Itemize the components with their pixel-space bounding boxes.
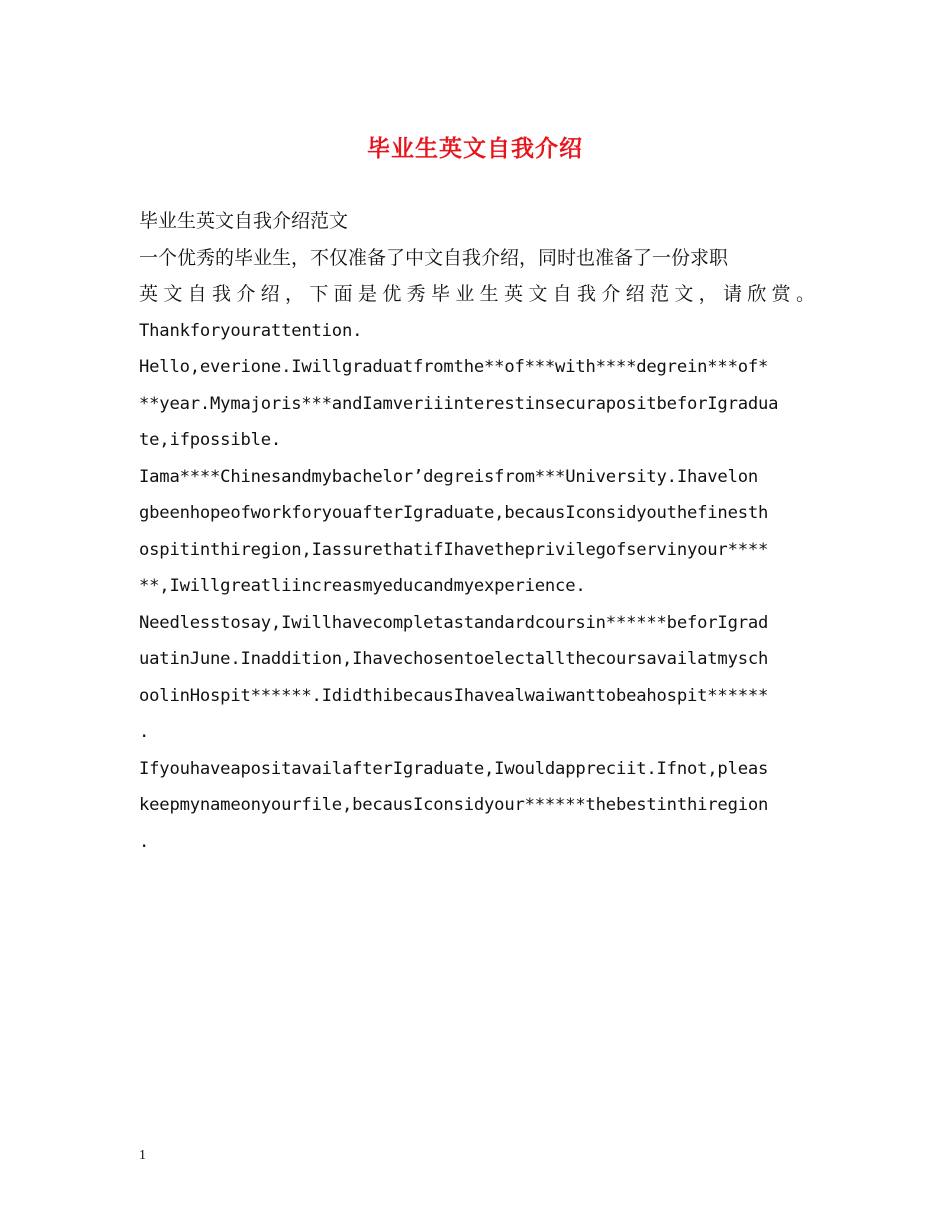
english-line: **,Iwillgreatliincreasmyeducandmyexperience. [139, 576, 586, 596]
english-line: ospitinthiregion,IassurethatifIhavetheprivilegofservinyour**** [139, 539, 769, 560]
english-line: oolinHospit******.IdidthibecausIhavealwaiwanttobeahospit****** [139, 685, 769, 706]
english-line: Needlesstosay,Iwillhavecompletastandardcoursin******beforIgrad [139, 612, 769, 633]
english-line: Hello,everione.Iwillgraduatfromthe**of***with****degrein***of* [139, 357, 769, 377]
english-line: . [139, 831, 150, 852]
document-title: 毕业生英文自我介绍 [367, 136, 583, 162]
english-line: Iama****Chinesandmybachelor’degreisfrom***University.Ihavelon [139, 466, 759, 487]
english-line: . [139, 722, 150, 742]
document-body [139, 203, 815, 860]
english-line: **year.Mymajoris***andIamveriiinterestinsecurapositbeforIgradua [139, 393, 779, 414]
intro-line: 一个优秀的毕业生，不仅准备了中文自我介绍，同时也准备了一份求职 [139, 246, 729, 269]
english-line: gbeenhopeofworkforyouafterIgraduate,becausIconsidyouthefinesth [139, 503, 769, 523]
english-line: keepmynameonyourfile,becausIconsidyour******thebestinthiregion [139, 795, 769, 815]
english-line: te,ifpossible. [139, 430, 282, 450]
english-line: uatinJune.Inaddition,Ihavechosentoelectallthecoursavailatmysch [139, 649, 769, 669]
english-line: IfyouhaveapositavailafterIgraduate,Iwouldappreciit.Ifnot,pleas [139, 758, 769, 779]
english-line: Thankforyourattention. [139, 320, 363, 341]
intro-line: 英文自我介绍，下面是优秀毕业生英文自我介绍范文，请欣赏。 [139, 283, 815, 305]
page-number: 1 [139, 1148, 146, 1163]
subtitle-line: 毕业生英文自我介绍范文 [139, 210, 349, 232]
